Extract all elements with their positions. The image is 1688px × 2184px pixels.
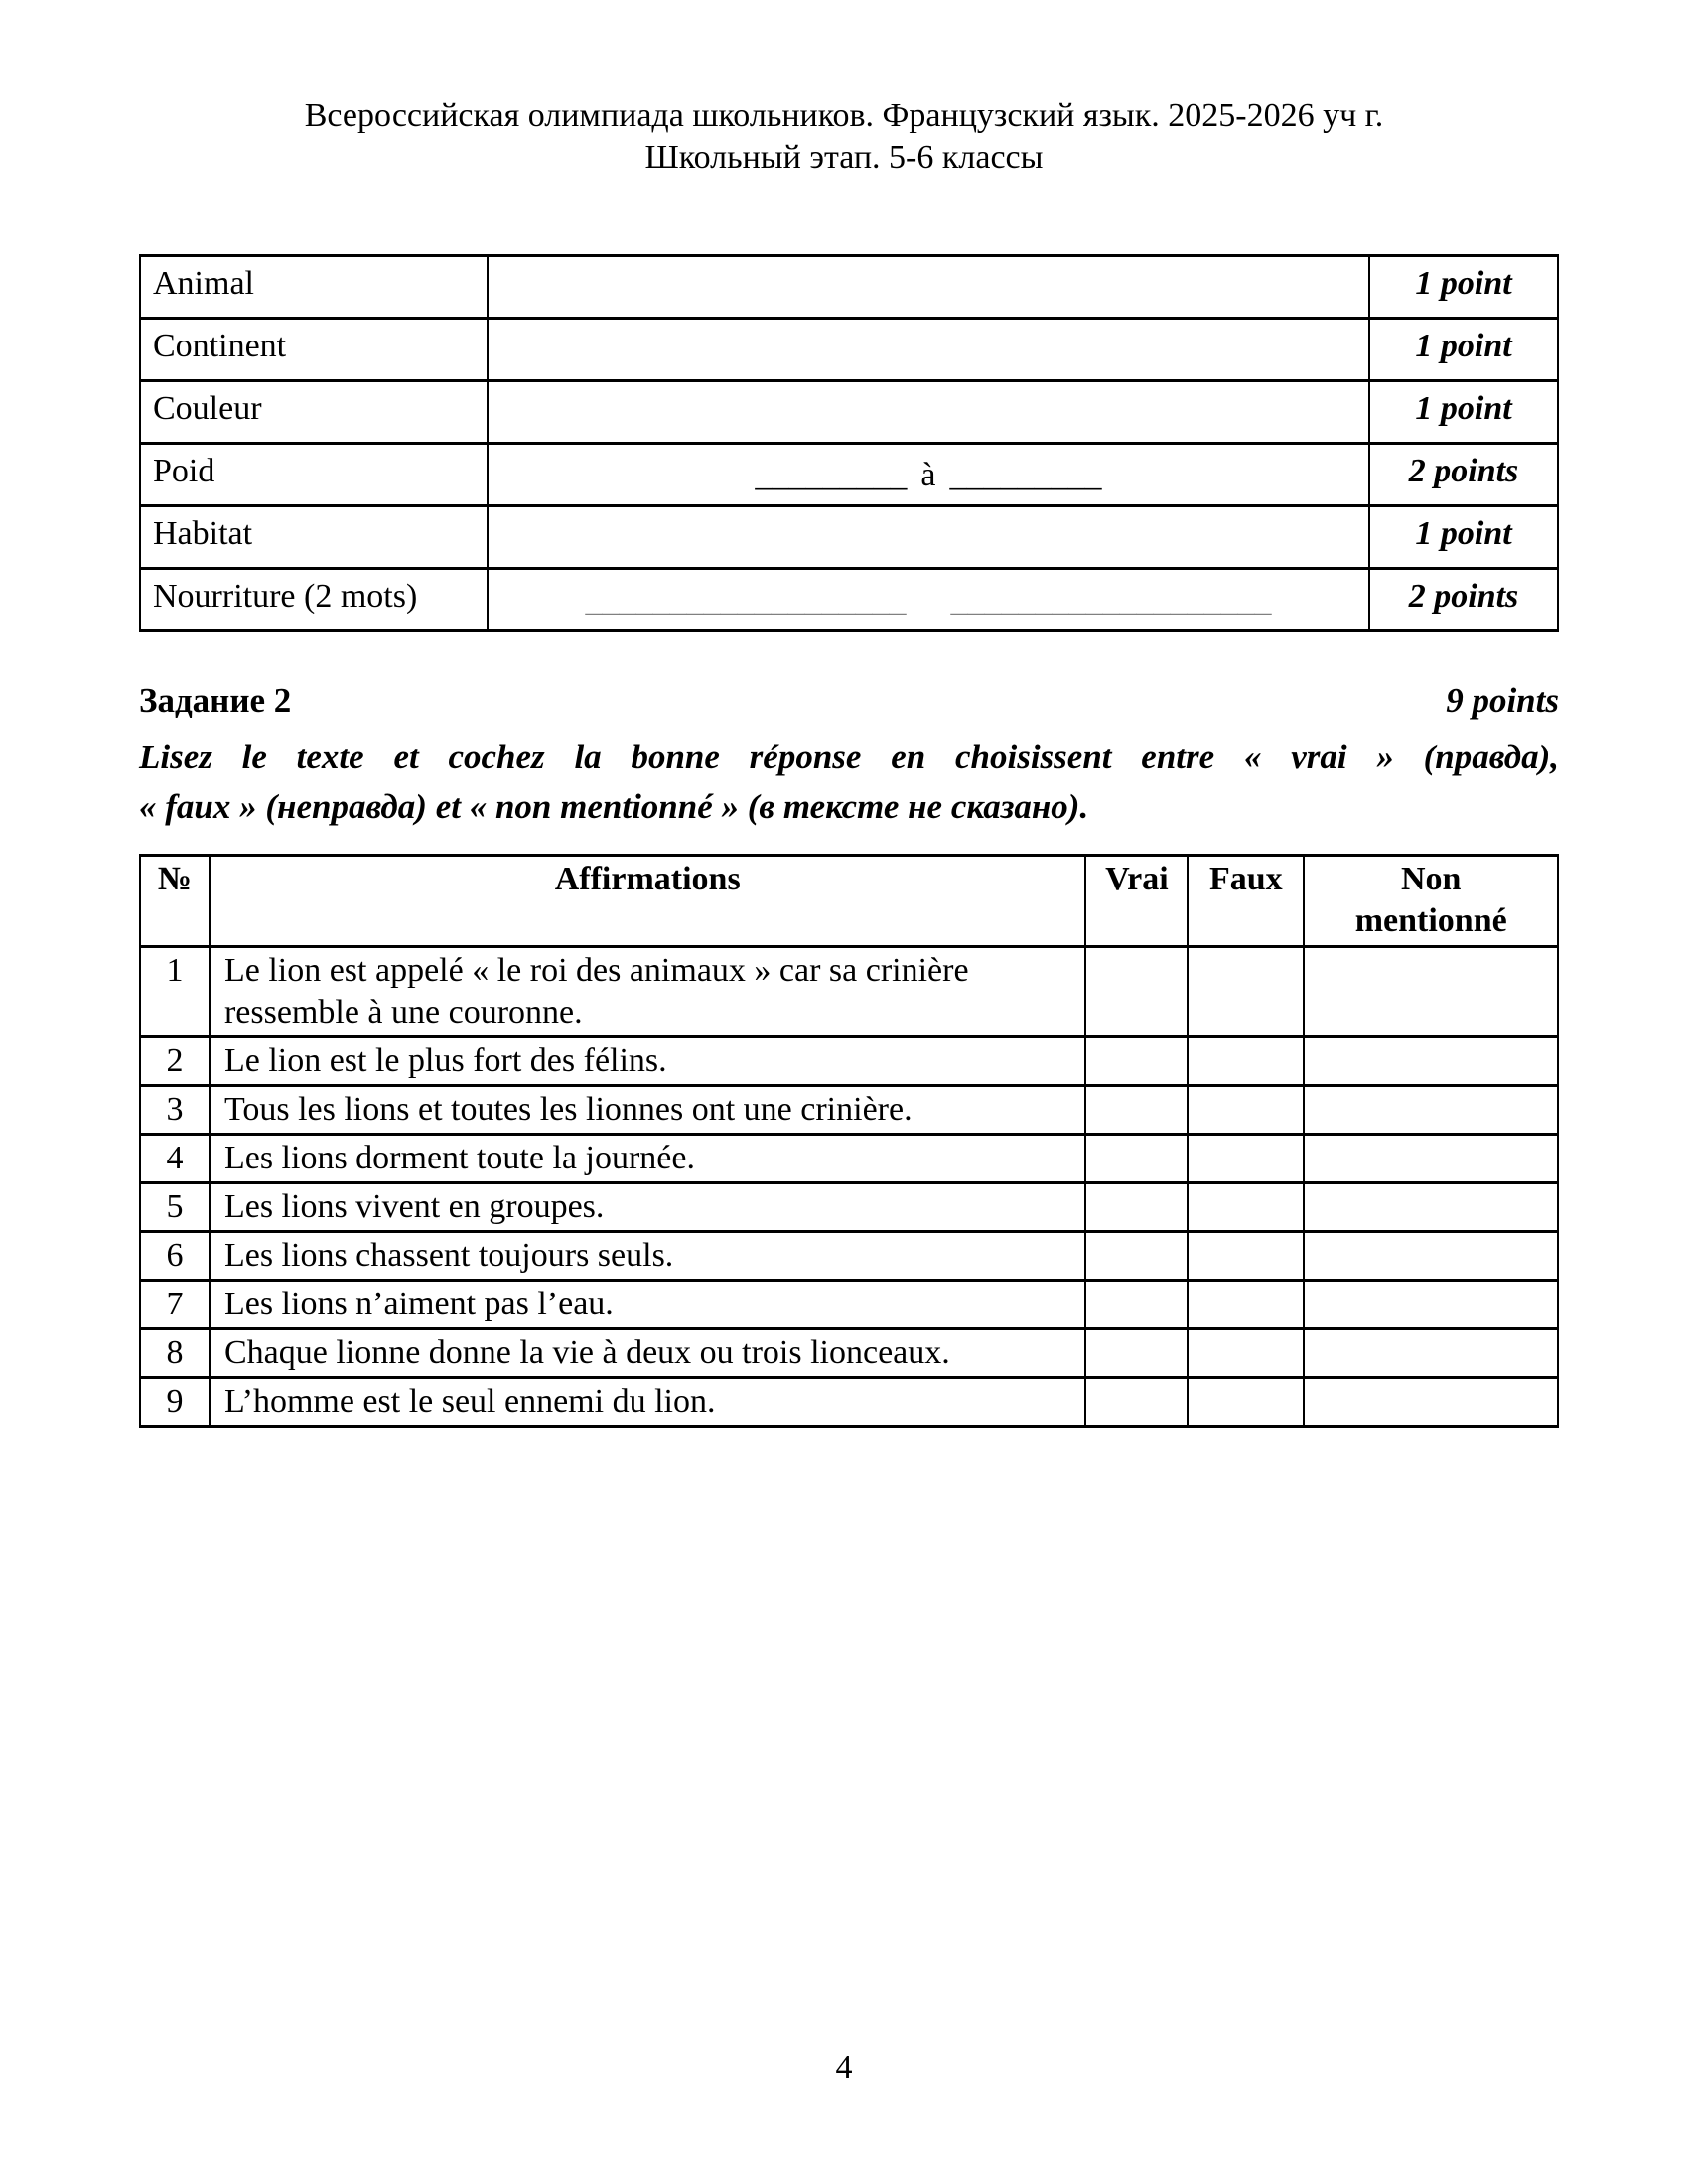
non-mentionne-cell[interactable] (1304, 1378, 1558, 1427)
affirmation-text: Le lion est le plus fort des félins. (210, 1037, 1086, 1086)
vrai-cell[interactable] (1085, 1135, 1188, 1183)
faux-cell[interactable] (1188, 1378, 1304, 1427)
header-num: № (140, 856, 210, 947)
affirmation-text: Les lions chassent toujours seuls. (210, 1232, 1086, 1281)
row-number: 8 (140, 1329, 210, 1378)
task2-points: 9 points (1446, 681, 1559, 720)
row-label-continent: Continent (140, 319, 488, 381)
answer-blank[interactable]: ___________________ (950, 582, 1272, 618)
affirmation-row-2 (140, 1037, 1558, 1086)
instruction-line-2: « faux » (неправда) et « non mentionné » (в тексте не сказано). (139, 787, 1089, 826)
row-label-habitat: Habitat (140, 506, 488, 569)
row-label-poid: Poid (140, 444, 488, 506)
affirmation-row-6 (140, 1232, 1558, 1281)
affirmation-row-9 (140, 1378, 1558, 1427)
faux-cell[interactable] (1188, 1135, 1304, 1183)
answer-cell-continent[interactable] (488, 319, 1369, 381)
header-non-mentionne: Non mentionné (1304, 856, 1558, 947)
affirmation-text: Tous les lions et toutes les lionnes ont une crinière. (210, 1086, 1086, 1135)
row-number: 7 (140, 1281, 210, 1329)
affirmation-row-4 (140, 1135, 1558, 1183)
vrai-cell[interactable] (1085, 1232, 1188, 1281)
points-cell: 1 point (1369, 381, 1558, 444)
faux-cell[interactable] (1188, 1232, 1304, 1281)
affirmation-row-7 (140, 1281, 1558, 1329)
faux-cell[interactable] (1188, 1329, 1304, 1378)
table-row-habitat (140, 506, 1558, 569)
affirmation-text: Chaque lionne donne la vie à deux ou trois lionceaux. (210, 1329, 1086, 1378)
non-mentionne-cell[interactable] (1304, 1086, 1558, 1135)
non-mentionne-cell[interactable] (1304, 1037, 1558, 1086)
answer-blank[interactable]: _________ (755, 457, 908, 493)
faux-cell[interactable] (1188, 1086, 1304, 1135)
header-line-2: Школьный этап. 5-6 классы (644, 139, 1044, 176)
task2-instruction (139, 733, 1559, 832)
non-mentionne-cell[interactable] (1304, 1329, 1558, 1378)
vrai-cell[interactable] (1085, 1037, 1188, 1086)
answer-cell-poid[interactable] (488, 444, 1369, 506)
task2-title: Задание 2 (139, 681, 292, 720)
answer-cell-nourriture[interactable] (488, 569, 1369, 631)
points-cell: 1 point (1369, 506, 1558, 569)
task1-answer-table (139, 254, 1559, 632)
row-number: 6 (140, 1232, 210, 1281)
row-number: 4 (140, 1135, 210, 1183)
faux-cell[interactable] (1188, 1037, 1304, 1086)
affirmation-row-8 (140, 1329, 1558, 1378)
faux-cell[interactable] (1188, 1183, 1304, 1232)
faux-cell[interactable] (1188, 947, 1304, 1037)
row-number: 5 (140, 1183, 210, 1232)
affirmation-text: Les lions vivent en groupes. (210, 1183, 1086, 1232)
non-mentionne-cell[interactable] (1304, 947, 1558, 1037)
header-vrai: Vrai (1085, 856, 1188, 947)
row-label-nourriture: Nourriture (2 mots) (140, 569, 488, 631)
header-line-1: Всероссийская олимпиада школьников. Французский язык. 2025-2026 уч г. (304, 97, 1384, 134)
affirmation-text: Le lion est appelé « le roi des animaux » car sa crinière ressemble à une couronne. (210, 947, 1086, 1037)
row-number: 1 (140, 947, 210, 1037)
points-cell: 1 point (1369, 256, 1558, 319)
table-row-couleur (140, 381, 1558, 444)
non-mentionne-cell[interactable] (1304, 1135, 1558, 1183)
affirmation-row-3 (140, 1086, 1558, 1135)
table-row-poid (140, 444, 1558, 506)
vrai-cell[interactable] (1085, 1183, 1188, 1232)
affirmation-row-5 (140, 1183, 1558, 1232)
answer-cell-couleur[interactable] (488, 381, 1369, 444)
task2-affirmations-table (139, 854, 1559, 1428)
vrai-cell[interactable] (1085, 1281, 1188, 1329)
vrai-cell[interactable] (1085, 1086, 1188, 1135)
points-cell: 2 points (1369, 569, 1558, 631)
affirmation-text: L’homme est le seul ennemi du lion. (210, 1378, 1086, 1427)
page-number: 4 (835, 2049, 853, 2086)
table-row-nourriture (140, 569, 1558, 631)
faux-cell[interactable] (1188, 1281, 1304, 1329)
table-row-continent (140, 319, 1558, 381)
non-mentionne-cell[interactable] (1304, 1281, 1558, 1329)
non-mentionne-cell[interactable] (1304, 1183, 1558, 1232)
instruction-line-1: Lisez le texte et cochez la bonne réponse en choisissent entre « vrai » (правда), (139, 738, 1559, 776)
affirmation-text: Les lions dorment toute la journée. (210, 1135, 1086, 1183)
header-affirmations: Affirmations (210, 856, 1086, 947)
row-label-animal: Animal (140, 256, 488, 319)
affirmation-text: Les lions n’aiment pas l’eau. (210, 1281, 1086, 1329)
points-cell: 1 point (1369, 319, 1558, 381)
separator-word: à (920, 457, 936, 493)
answer-blank[interactable]: ___________________ (585, 582, 907, 618)
affirmation-row-1 (140, 947, 1558, 1037)
vrai-cell[interactable] (1085, 1329, 1188, 1378)
answer-cell-animal[interactable] (488, 256, 1369, 319)
row-number: 3 (140, 1086, 210, 1135)
row-number: 9 (140, 1378, 210, 1427)
row-number: 2 (140, 1037, 210, 1086)
table-header-row (140, 856, 1558, 947)
answer-cell-habitat[interactable] (488, 506, 1369, 569)
non-mentionne-cell[interactable] (1304, 1232, 1558, 1281)
points-cell: 2 points (1369, 444, 1558, 506)
row-label-couleur: Couleur (140, 381, 488, 444)
table-row-animal (140, 256, 1558, 319)
task2-heading (139, 681, 1559, 721)
vrai-cell[interactable] (1085, 947, 1188, 1037)
answer-blank[interactable]: _________ (949, 457, 1102, 493)
document-header (0, 95, 1688, 179)
vrai-cell[interactable] (1085, 1378, 1188, 1427)
header-faux: Faux (1188, 856, 1304, 947)
